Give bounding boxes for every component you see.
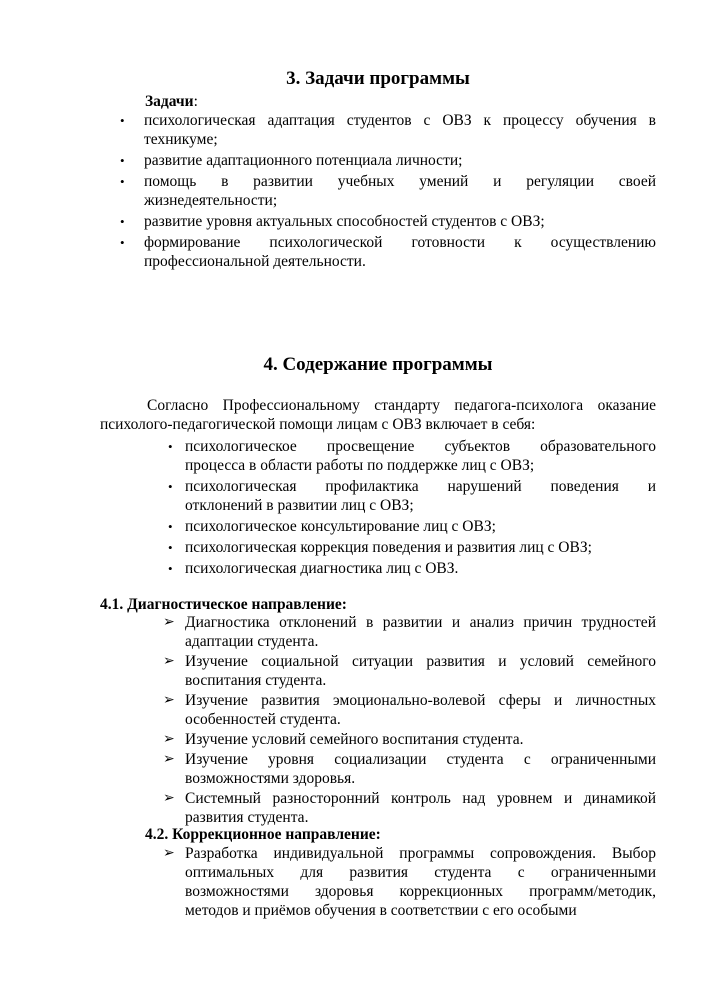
item-line: Изучение уровня социализации студента с ограниченными: [185, 751, 656, 768]
bullet-icon: •: [120, 113, 125, 128]
item-line: отклонений в развитии лиц с ОВЗ;: [185, 497, 414, 514]
arrow-bullet-icon: ➢: [163, 791, 175, 806]
task-item: [112, 233, 656, 271]
item-line: Системный разносторонний контроль над уровнем и динамикой: [185, 790, 656, 807]
item-line: психологическая коррекция поведения и развития лиц с ОВЗ;: [185, 539, 592, 556]
tasks-label-text: Задачи: [145, 93, 194, 110]
bullet-icon: •: [168, 439, 173, 454]
item-line: оптимальных для развития студента с ограниченными: [185, 864, 656, 881]
item-line: процесса в области работы по поддержке лиц с ОВЗ;: [185, 457, 535, 474]
item-line: техникуме;: [144, 131, 218, 148]
intro-line: психолого-педагогической помощи лицам с ОВЗ включает в себя:: [100, 416, 536, 433]
item-line: формирование психологической готовности к осуществлению: [144, 234, 656, 251]
item-line: воспитания студента.: [185, 672, 327, 689]
correction-item: [163, 844, 656, 920]
item-line: Изучение социальной ситуации развития и условий семейного: [185, 653, 656, 670]
diagnostic-list: [163, 613, 656, 828]
bullet-icon: •: [168, 479, 173, 494]
item-line: Диагностика отклонений в развитии и анализ причин трудностей: [185, 614, 656, 631]
arrow-bullet-icon: ➢: [163, 732, 175, 747]
section-4-heading: 4. Содержание программы: [263, 354, 493, 375]
bullet-icon: •: [168, 561, 173, 576]
bullet-icon: •: [120, 235, 125, 250]
help-area-item: [160, 517, 656, 536]
diagnostic-direction-label: 4.1. Диагностическое направление:: [100, 596, 347, 613]
item-line: психологическая адаптация студентов с ОВЗ к процессу обучения в: [144, 112, 656, 129]
diagnostic-item: [163, 789, 656, 827]
bullet-icon: •: [168, 540, 173, 555]
item-line: психологическая диагностика лиц с ОВЗ.: [185, 560, 459, 577]
correction-direction-label: 4.2. Коррекционное направление:: [145, 826, 381, 843]
task-item: [112, 212, 656, 231]
item-line: адаптации студента.: [185, 633, 319, 650]
item-line: возможностями здоровья коррекционных программ/методик,: [185, 883, 656, 900]
diagnostic-item: [163, 750, 656, 788]
item-line: методов и приёмов обучения в соответствии с его особыми: [185, 902, 577, 919]
tasks-label: [145, 92, 198, 111]
task-item: [112, 151, 656, 170]
item-line: Изучение условий семейного воспитания студента.: [185, 731, 524, 748]
tasks-list: [112, 111, 656, 273]
diagnostic-item: [163, 691, 656, 729]
task-item: [112, 111, 656, 149]
task-item: [112, 172, 656, 210]
item-line: психологическое просвещение субъектов образовательного: [185, 438, 656, 455]
help-area-item: [160, 477, 656, 515]
item-line: Разработка индивидуальной программы сопровождения. Выбор: [185, 845, 656, 862]
diagnostic-item: [163, 652, 656, 690]
intro-line: Согласно Профессиональному стандарту педагога-психолога оказание: [147, 397, 656, 414]
help-area-item: [160, 538, 656, 557]
item-line: помощь в развитии учебных умений и регуляции своей: [144, 173, 656, 190]
item-line: Изучение развития эмоционально-волевой сферы и личностных: [185, 692, 656, 709]
correction-list: [163, 844, 656, 920]
item-line: развитие адаптационного потенциала личности;: [144, 152, 463, 169]
bullet-icon: •: [120, 153, 125, 168]
arrow-bullet-icon: ➢: [163, 752, 175, 767]
arrow-bullet-icon: ➢: [163, 615, 175, 630]
intro-paragraph: [100, 396, 656, 434]
arrow-bullet-icon: ➢: [163, 846, 175, 861]
item-line: психологическое консультирование лиц с ОВЗ;: [185, 518, 496, 535]
bullet-icon: •: [120, 174, 125, 189]
item-line: профессиональной деятельности.: [144, 253, 366, 270]
diagnostic-item: [163, 730, 656, 749]
diagnostic-item: [163, 613, 656, 651]
arrow-bullet-icon: ➢: [163, 693, 175, 708]
help-area-item: [160, 437, 656, 475]
item-line: особенностей студента.: [185, 711, 341, 728]
bullet-icon: •: [168, 519, 173, 534]
item-line: жизнедеятельности;: [144, 192, 278, 209]
item-line: развития студента.: [185, 809, 309, 826]
arrow-bullet-icon: ➢: [163, 654, 175, 669]
bullet-icon: •: [120, 214, 125, 229]
item-line: психологическая профилактика нарушений поведения и: [185, 478, 656, 495]
item-line: развитие уровня актуальных способностей студентов с ОВЗ;: [144, 213, 545, 230]
item-line: возможностями здоровья.: [185, 770, 356, 787]
help-areas-list: [160, 437, 656, 580]
tasks-label-colon: :: [193, 93, 198, 110]
section-3-heading: 3. Задачи программы: [286, 68, 470, 89]
help-area-item: [160, 559, 656, 578]
